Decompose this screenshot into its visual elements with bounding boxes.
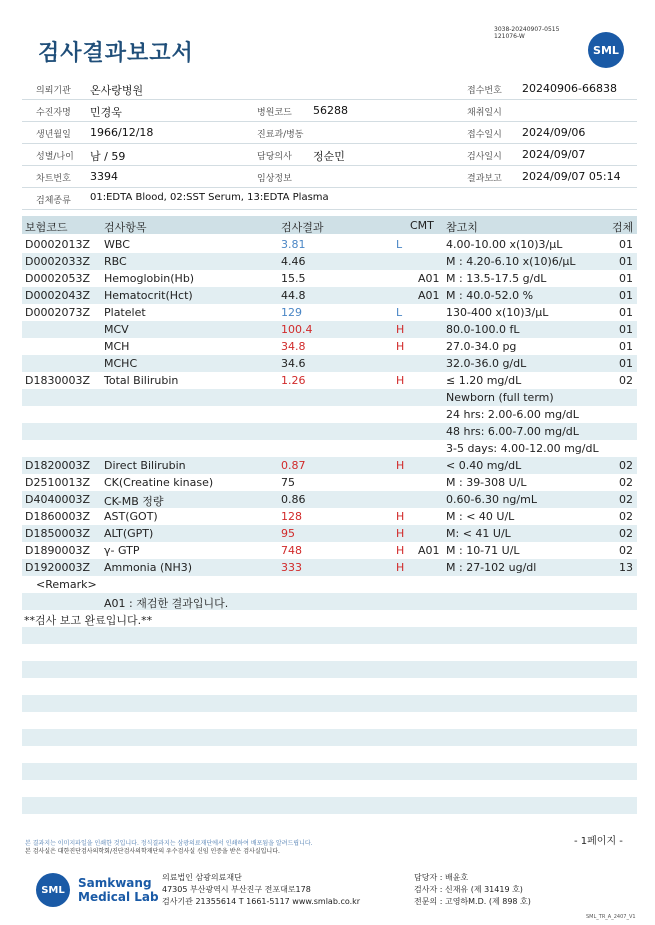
cell-result: 100.4	[281, 323, 313, 336]
table-row	[22, 457, 637, 474]
staff-line2: 검사자 : 신재유 (제 31419 호)	[414, 885, 523, 894]
name-value: 민경욱	[90, 106, 122, 119]
cell-spec: 01	[619, 340, 633, 353]
cell-item: Total Bilirubin	[104, 374, 179, 387]
report-label: 결과보고	[467, 174, 502, 184]
table-row	[22, 355, 637, 372]
cell-result: 95	[281, 527, 295, 540]
info-row	[22, 122, 637, 144]
table-row	[22, 236, 637, 253]
cell-ref: Newborn (full term)	[446, 391, 554, 404]
results-table-body	[22, 236, 637, 831]
col-result: 검사결과	[281, 221, 324, 234]
cell-code: D1820003Z	[25, 459, 90, 472]
collect-label: 채취일시	[467, 108, 502, 118]
empty-row	[22, 746, 637, 763]
clinical-label: 임상정보	[257, 174, 292, 184]
footer-logo-icon: SML	[36, 873, 70, 907]
footer-note-1: 본 결과지는 이미지파일을 인쇄한 것입니다. 정식결과지는 삼광의료재단에서 인쇄하여 배포됨을 알려드립니다.	[25, 840, 313, 847]
table-row	[22, 440, 637, 457]
cell-flag: L	[396, 238, 403, 251]
cell-flag: H	[396, 544, 405, 557]
table-row	[22, 423, 637, 440]
cell-flag: H	[396, 527, 405, 540]
cell-code: D0002033Z	[25, 255, 90, 268]
cell-spec: 02	[619, 544, 633, 557]
cell-item: AST(GOT)	[104, 510, 158, 523]
cell-ref: < 0.40 mg/dL	[446, 459, 522, 472]
doc-code-line2: 121076-W	[494, 33, 525, 40]
cell-code: D2510013Z	[25, 476, 90, 489]
cell-spec: 01	[619, 255, 633, 268]
cell-item: CK-MB 정량	[104, 495, 164, 508]
table-row	[22, 270, 637, 287]
cell-spec: 02	[619, 527, 633, 540]
cell-flag: H	[396, 459, 405, 472]
report-value: 2024/09/07 05:14	[522, 170, 621, 183]
cell-result: 1.26	[281, 374, 306, 387]
document-code	[494, 26, 559, 40]
info-row	[22, 166, 637, 188]
recv-date-label: 접수일시	[467, 130, 502, 140]
table-row	[22, 474, 637, 491]
remark-row	[22, 610, 637, 627]
table-row	[22, 508, 637, 525]
page-number: - 1페이지 -	[574, 836, 623, 847]
table-row	[22, 338, 637, 355]
cell-flag: H	[396, 510, 405, 523]
cell-result: 44.8	[281, 289, 306, 302]
cell-spec: 01	[619, 323, 633, 336]
cell-item: Ammonia (NH3)	[104, 561, 193, 574]
cell-code: D1890003Z	[25, 544, 90, 557]
report-complete-text: **검사 보고 완료입니다.**	[24, 614, 153, 627]
footer-address	[162, 872, 360, 908]
patient-info-section	[22, 78, 637, 210]
cell-result: 129	[281, 306, 302, 319]
addr-line2: 47305 부산광역시 부산진구 전포대로178	[162, 885, 311, 894]
cell-item: ALT(GPT)	[104, 527, 154, 540]
specimen-label: 검체종류	[36, 196, 71, 206]
dept-label: 진료과/병동	[257, 130, 304, 140]
staff-line1: 담당자 : 배윤호	[414, 873, 469, 882]
addr-line1: 의료법인 삼광의료재단	[162, 873, 242, 882]
cell-flag: H	[396, 561, 405, 574]
cell-item: CK(Creatine kinase)	[104, 476, 214, 489]
info-row	[22, 78, 637, 100]
cell-spec: 02	[619, 459, 633, 472]
test-date-label: 검사일시	[467, 152, 502, 162]
cell-result: 34.8	[281, 340, 306, 353]
cell-ref: M : 10-71 U/L	[446, 544, 520, 557]
cell-ref: 4.00-10.00 x(10)3/μL	[446, 238, 563, 251]
cell-spec: 02	[619, 374, 633, 387]
cell-code: D4040003Z	[25, 493, 90, 506]
table-row	[22, 559, 637, 576]
cell-code: D0002043Z	[25, 289, 90, 302]
cell-item: MCV	[104, 323, 129, 336]
table-row	[22, 389, 637, 406]
empty-row	[22, 712, 637, 729]
cell-item: Hematocrit(Hct)	[104, 289, 193, 302]
cell-item: Hemoglobin(Hb)	[104, 272, 195, 285]
cell-item: γ- GTP	[104, 544, 140, 557]
table-row	[22, 304, 637, 321]
remark-label: <Remark>	[36, 578, 97, 591]
cell-code: D0002073Z	[25, 306, 90, 319]
inst-label: 의뢰기관	[36, 86, 71, 96]
footer-brand	[78, 876, 159, 904]
sexage-label: 성별/나이	[36, 152, 74, 162]
cell-item: MCH	[104, 340, 130, 353]
chart-label: 차트번호	[36, 174, 71, 184]
cell-code: D1830003Z	[25, 374, 90, 387]
cell-flag: H	[396, 340, 405, 353]
cell-ref: M: < 41 U/L	[446, 527, 511, 540]
cell-flag: H	[396, 323, 405, 336]
cell-item: Direct Bilirubin	[104, 459, 186, 472]
footer-notes	[25, 840, 313, 856]
col-item: 검사항목	[104, 221, 147, 234]
cell-code: D1860003Z	[25, 510, 90, 523]
doc-code-line1: 3038-20240907-0515	[494, 26, 560, 33]
remark-row	[22, 576, 637, 593]
cell-spec: 01	[619, 238, 633, 251]
specimen-value: 01:EDTA Blood, 02:SST Serum, 13:EDTA Plasma	[90, 192, 329, 203]
cell-spec: 01	[619, 357, 633, 370]
brand-line2: Medical Lab	[78, 890, 159, 904]
col-spec: 검체	[612, 221, 634, 234]
empty-row	[22, 797, 637, 814]
cell-spec: 01	[619, 272, 633, 285]
name-label: 수진자명	[36, 108, 71, 118]
staff-line3: 전문의 : 고영하M.D. (제 898 호)	[414, 897, 531, 906]
cell-ref: 32.0-36.0 g/dL	[446, 357, 527, 370]
birth-value: 1966/12/18	[90, 126, 154, 139]
info-row	[22, 100, 637, 122]
cell-spec: 01	[619, 289, 633, 302]
cell-flag: L	[396, 306, 403, 319]
results-table-header	[22, 216, 637, 234]
cell-spec: 02	[619, 510, 633, 523]
table-row	[22, 287, 637, 304]
cell-ref: M : 40.0-52.0 %	[446, 289, 534, 302]
table-row	[22, 321, 637, 338]
col-cmt: CMT	[410, 219, 434, 232]
report-title: 검사결과보고서	[38, 41, 194, 66]
info-row	[22, 144, 637, 166]
footer-note-2: 본 검사실은 대한진단검사의학회/진단검사의학재단의 우수검사실 신임 인증을 받은 검사실입니다.	[25, 848, 280, 855]
empty-row	[22, 729, 637, 746]
addr-line3: 검사기관 21355614 T 1661-5117 www.smlab.co.kr	[162, 897, 361, 906]
recv-no-label: 접수번호	[467, 86, 502, 96]
recv-no-value: 20240906-66838	[522, 82, 617, 95]
table-row	[22, 491, 637, 508]
cell-spec: 13	[619, 561, 633, 574]
cell-result: 0.86	[281, 493, 306, 506]
cell-ref: 3-5 days: 4.00-12.00 mg/dL	[446, 442, 599, 455]
inst-value: 온사랑병원	[90, 84, 144, 97]
hosp-code-value: 56288	[313, 104, 348, 117]
cell-ref: 130-400 x(10)3/μL	[446, 306, 549, 319]
cell-result: 0.87	[281, 459, 306, 472]
sml-logo-icon: SML	[588, 32, 624, 68]
empty-row	[22, 627, 637, 644]
cell-code: D0002053Z	[25, 272, 90, 285]
cell-item: RBC	[104, 255, 127, 268]
table-row	[22, 372, 637, 389]
remark-text: A01 : 재검한 결과입니다.	[104, 597, 229, 610]
cell-ref: M : < 40 U/L	[446, 510, 515, 523]
cell-cmt: A01	[418, 544, 440, 557]
cell-spec: 01	[619, 306, 633, 319]
empty-row	[22, 661, 637, 678]
empty-row	[22, 763, 637, 780]
empty-row	[22, 695, 637, 712]
empty-row	[22, 814, 637, 831]
cell-ref: 24 hrs: 2.00-6.00 mg/dL	[446, 408, 579, 421]
col-code: 보험코드	[25, 221, 68, 234]
cell-ref: M : 39-308 U/L	[446, 476, 527, 489]
cell-code: D0002013Z	[25, 238, 90, 251]
cell-ref: ≤ 1.20 mg/dL	[446, 374, 522, 387]
birth-label: 생년월일	[36, 130, 71, 140]
table-row	[22, 542, 637, 559]
cell-result: 3.81	[281, 238, 306, 251]
cell-spec: 02	[619, 476, 633, 489]
empty-row	[22, 780, 637, 797]
cell-code: D1850003Z	[25, 527, 90, 540]
cell-result: 128	[281, 510, 302, 523]
cell-item: WBC	[104, 238, 130, 251]
empty-row	[22, 644, 637, 661]
recv-date-value: 2024/09/06	[522, 126, 586, 139]
col-ref: 참고치	[446, 221, 478, 234]
cell-result: 4.46	[281, 255, 306, 268]
empty-row	[22, 678, 637, 695]
info-row	[22, 188, 637, 210]
cell-code: D1920003Z	[25, 561, 90, 574]
footer-staff	[414, 872, 531, 908]
cell-result: 15.5	[281, 272, 306, 285]
cell-result: 748	[281, 544, 302, 557]
cell-ref: M : 27-102 ug/dl	[446, 561, 537, 574]
doctor-value: 정순민	[313, 150, 345, 163]
cell-cmt: A01	[418, 289, 440, 302]
form-code: SML_TR_A_2407_V1	[586, 914, 636, 920]
cell-ref: M : 4.20-6.10 x(10)6/μL	[446, 255, 576, 268]
cell-result: 34.6	[281, 357, 306, 370]
table-row	[22, 525, 637, 542]
cell-ref: 48 hrs: 6.00-7.00 mg/dL	[446, 425, 579, 438]
test-date-value: 2024/09/07	[522, 148, 586, 161]
hosp-code-label: 병원코드	[257, 108, 292, 118]
table-row	[22, 253, 637, 270]
table-row	[22, 406, 637, 423]
cell-item: MCHC	[104, 357, 138, 370]
cell-ref: M : 13.5-17.5 g/dL	[446, 272, 547, 285]
cell-result: 333	[281, 561, 302, 574]
cell-item: Platelet	[104, 306, 146, 319]
cell-spec: 02	[619, 493, 633, 506]
chart-value: 3394	[90, 170, 118, 183]
cell-ref: 80.0-100.0 fL	[446, 323, 520, 336]
brand-line1: Samkwang	[78, 876, 152, 890]
sexage-value: 남 / 59	[90, 150, 126, 163]
doctor-label: 담당의사	[257, 152, 292, 162]
cell-cmt: A01	[418, 272, 440, 285]
cell-ref: 0.60-6.30 ng/mL	[446, 493, 537, 506]
cell-result: 75	[281, 476, 295, 489]
cell-ref: 27.0-34.0 pg	[446, 340, 517, 353]
cell-flag: H	[396, 374, 405, 387]
remark-row	[22, 593, 637, 610]
